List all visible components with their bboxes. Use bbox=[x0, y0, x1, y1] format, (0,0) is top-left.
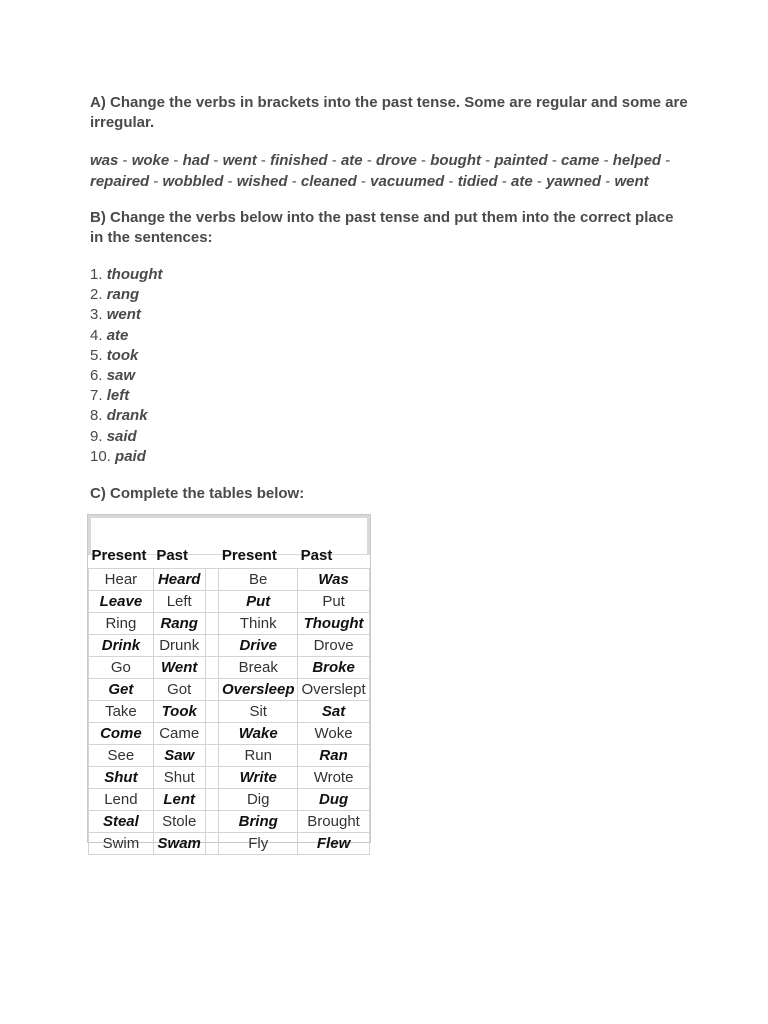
list-item bbox=[90, 447, 690, 467]
item-number: 8. bbox=[90, 407, 103, 425]
table-cell: Left bbox=[153, 591, 205, 613]
answers-line-2 bbox=[90, 171, 690, 192]
table-cell: Heard bbox=[153, 569, 205, 591]
table-cell: Lent bbox=[153, 789, 205, 811]
list-item bbox=[90, 406, 690, 426]
table-cell: Drove bbox=[298, 635, 370, 657]
section-b-heading: B) Change the verbs below into the past tense and put them into the correct place in the sentences: bbox=[90, 209, 674, 246]
item-number: 3. bbox=[90, 306, 103, 324]
table-body bbox=[89, 569, 370, 855]
table-cell: Woke bbox=[298, 723, 370, 745]
table-cell: Sit bbox=[219, 701, 298, 723]
table-cell: Fly bbox=[219, 833, 298, 855]
table-gap-cell bbox=[205, 811, 219, 833]
section-b-list bbox=[90, 265, 690, 467]
item-answer: took bbox=[106, 346, 139, 364]
item-number: 6. bbox=[90, 367, 103, 385]
word-separator: - bbox=[366, 152, 372, 169]
item-number: 10. bbox=[90, 447, 111, 465]
answer-word: went bbox=[614, 173, 649, 190]
answer-word: repaired bbox=[90, 173, 150, 190]
table-cell: Steal bbox=[89, 811, 154, 833]
table-row bbox=[89, 613, 370, 635]
item-number: 2. bbox=[90, 286, 103, 304]
table-cell: Overslept bbox=[298, 679, 370, 701]
answer-word: finished bbox=[270, 152, 328, 169]
table-gap-cell bbox=[205, 569, 219, 591]
answer-word: ate bbox=[511, 173, 533, 190]
word-separator: - bbox=[122, 152, 128, 169]
answer-word: painted bbox=[494, 152, 548, 169]
table-gap-cell bbox=[205, 833, 219, 855]
list-item bbox=[90, 346, 690, 366]
table-cell: See bbox=[89, 745, 154, 767]
answer-word: drove bbox=[375, 152, 417, 169]
header-present-1: Present bbox=[91, 547, 147, 564]
answer-word: bought bbox=[430, 152, 481, 169]
table-cell: Wrote bbox=[298, 767, 370, 789]
table-cell: Go bbox=[89, 657, 154, 679]
table-header-row bbox=[89, 543, 370, 569]
word-separator: - bbox=[501, 173, 507, 190]
table-cell: Rang bbox=[153, 613, 205, 635]
list-item bbox=[90, 386, 690, 406]
section-c-heading: C) Complete the tables below: bbox=[90, 485, 305, 503]
word-separator: - bbox=[153, 173, 159, 190]
table-cell: Came bbox=[153, 723, 205, 745]
table-cell: Ran bbox=[298, 745, 370, 767]
table-gap-cell bbox=[205, 679, 219, 701]
table-cell: Lend bbox=[89, 789, 154, 811]
table-row bbox=[89, 657, 370, 679]
table-gap-cell bbox=[205, 789, 219, 811]
table-cell: Ring bbox=[89, 613, 154, 635]
item-answer: saw bbox=[106, 367, 136, 385]
table-row bbox=[89, 569, 370, 591]
table-gap-cell bbox=[205, 591, 219, 613]
item-answer: rang bbox=[106, 286, 140, 304]
table-cell: Broke bbox=[298, 657, 370, 679]
word-separator: - bbox=[536, 173, 542, 190]
item-number: 7. bbox=[90, 387, 103, 405]
item-answer: said bbox=[106, 427, 137, 445]
table-cell: Leave bbox=[89, 591, 154, 613]
table-row bbox=[89, 745, 370, 767]
table-cell: Was bbox=[298, 569, 370, 591]
table-cell: Swim bbox=[89, 833, 154, 855]
header-gap bbox=[205, 543, 219, 569]
table-cell: Sat bbox=[298, 701, 370, 723]
answer-word: tidied bbox=[457, 173, 498, 190]
table-cell: Brought bbox=[298, 811, 370, 833]
header-past-1: Past bbox=[156, 547, 188, 564]
table-row bbox=[89, 723, 370, 745]
word-separator: - bbox=[227, 173, 233, 190]
word-separator: - bbox=[551, 152, 557, 169]
header-past-2: Past bbox=[300, 547, 333, 564]
table-row bbox=[89, 767, 370, 789]
table-cell: Put bbox=[298, 591, 370, 613]
table-gap-cell bbox=[205, 701, 219, 723]
item-number: 1. bbox=[90, 266, 103, 283]
table-row bbox=[89, 833, 370, 855]
item-answer: paid bbox=[115, 447, 146, 465]
table-row bbox=[89, 811, 370, 833]
answer-word: wobbled bbox=[162, 173, 224, 190]
word-separator: - bbox=[173, 152, 179, 169]
table-cell: Drink bbox=[89, 635, 154, 657]
table-cell: Take bbox=[89, 701, 154, 723]
table-cell: Flew bbox=[298, 833, 370, 855]
table-cell: Thought bbox=[298, 613, 370, 635]
table-cell: Put bbox=[219, 591, 298, 613]
table-cell: Run bbox=[219, 745, 298, 767]
table-cell: Took bbox=[153, 701, 205, 723]
answer-word: woke bbox=[131, 152, 170, 169]
list-item bbox=[90, 427, 690, 447]
item-number: 9. bbox=[90, 427, 103, 445]
item-number: 4. bbox=[90, 326, 103, 344]
list-item bbox=[90, 285, 690, 305]
item-answer: left bbox=[106, 387, 130, 405]
item-answer: ate bbox=[106, 326, 129, 344]
table-cell: Be bbox=[219, 569, 298, 591]
table-gap-cell bbox=[205, 657, 219, 679]
table-cell: Get bbox=[89, 679, 154, 701]
table-row bbox=[89, 635, 370, 657]
table-cell: Got bbox=[153, 679, 205, 701]
table-cell: Shut bbox=[89, 767, 154, 789]
table-gap-cell bbox=[205, 723, 219, 745]
table-gap-cell bbox=[205, 635, 219, 657]
table-gap-cell bbox=[205, 613, 219, 635]
item-answer: drank bbox=[106, 407, 148, 425]
answer-word: vacuumed bbox=[370, 173, 445, 190]
table-row bbox=[89, 789, 370, 811]
word-separator: - bbox=[485, 152, 491, 169]
table-cell: Shut bbox=[153, 767, 205, 789]
word-separator: - bbox=[605, 173, 611, 190]
word-separator: - bbox=[291, 173, 297, 190]
table-row bbox=[89, 701, 370, 723]
list-item bbox=[90, 305, 690, 325]
list-item bbox=[90, 265, 690, 285]
word-separator: - bbox=[360, 173, 366, 190]
table-cell: Come bbox=[89, 723, 154, 745]
table-cell: Stole bbox=[153, 811, 205, 833]
answer-word: cleaned bbox=[300, 173, 357, 190]
word-separator: - bbox=[421, 152, 427, 169]
answer-word: went bbox=[222, 152, 257, 169]
table-gap-cell bbox=[205, 767, 219, 789]
table-cell: Went bbox=[153, 657, 205, 679]
word-separator: - bbox=[260, 152, 266, 169]
item-answer: went bbox=[106, 306, 141, 324]
table-cell: Drunk bbox=[153, 635, 205, 657]
table-cell: Bring bbox=[219, 811, 298, 833]
word-separator: - bbox=[213, 152, 219, 169]
verb-table bbox=[88, 543, 370, 855]
table-cell: Think bbox=[219, 613, 298, 635]
answer-word: came bbox=[561, 152, 600, 169]
answer-word: helped bbox=[612, 152, 662, 169]
answer-word: wished bbox=[236, 173, 288, 190]
item-answer: thought bbox=[106, 266, 163, 283]
answer-word: ate bbox=[340, 152, 363, 169]
section-a-heading: A) Change the verbs in brackets into the past tense. Some are regular and some are irregular. bbox=[90, 94, 688, 131]
table-cell: Drive bbox=[219, 635, 298, 657]
word-separator: - bbox=[603, 152, 609, 169]
table-cell: Break bbox=[219, 657, 298, 679]
table-cell: Saw bbox=[153, 745, 205, 767]
header-present-2: Present bbox=[221, 547, 277, 564]
table-gap-cell bbox=[205, 745, 219, 767]
answer-word: was bbox=[90, 152, 119, 169]
table-cell: Wake bbox=[219, 723, 298, 745]
table-cell: Dug bbox=[298, 789, 370, 811]
answer-word: had bbox=[182, 152, 210, 169]
table-cell: Dig bbox=[219, 789, 298, 811]
list-item bbox=[90, 366, 690, 386]
table-row bbox=[89, 591, 370, 613]
item-number: 5. bbox=[90, 346, 103, 364]
table-cell: Oversleep bbox=[219, 679, 298, 701]
table-cell: Hear bbox=[89, 569, 154, 591]
table-cell: Swam bbox=[153, 833, 205, 855]
section-a-answers bbox=[90, 150, 690, 192]
document-page bbox=[90, 93, 690, 504]
table-row bbox=[89, 679, 370, 701]
word-separator: - bbox=[665, 152, 671, 169]
answers-line-1 bbox=[90, 150, 690, 171]
word-separator: - bbox=[448, 173, 454, 190]
table-cell: Write bbox=[219, 767, 298, 789]
word-separator: - bbox=[331, 152, 337, 169]
verb-table-container bbox=[87, 514, 371, 852]
answer-word: yawned bbox=[546, 173, 602, 190]
list-item bbox=[90, 326, 690, 346]
